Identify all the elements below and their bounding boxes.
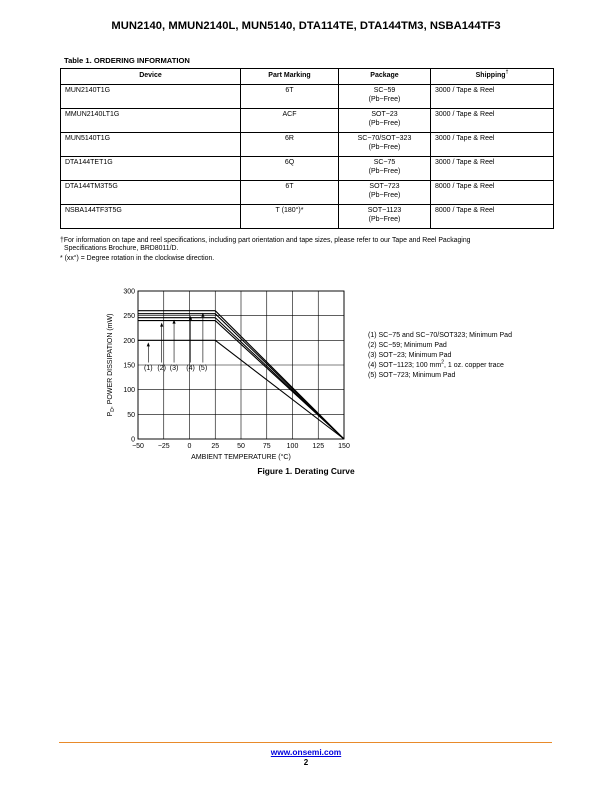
table-row bbox=[61, 157, 554, 181]
curve-label: (1) bbox=[144, 364, 153, 372]
header-shipping bbox=[431, 69, 554, 85]
device-cell: DTA144TM3T5G bbox=[61, 181, 241, 205]
device-cell: MUN2140T1G bbox=[61, 85, 241, 109]
package-name: SOT−723 bbox=[369, 183, 400, 190]
x-tick-label: −25 bbox=[157, 443, 170, 450]
marking-cell: T (180°)* bbox=[241, 205, 339, 229]
y-axis-label bbox=[107, 314, 116, 417]
table-title: Table 1. ORDERING INFORMATION bbox=[64, 56, 190, 65]
package-cell bbox=[339, 205, 431, 229]
tape-reel-footnote-line1: †For information on tape and reel specifications, including part orientation and tape sizes, please refer to our Tape and Reel Packaging bbox=[60, 237, 471, 244]
shipping-cell: 3000 / Tape & Reel bbox=[431, 109, 554, 133]
curve-label: (3) bbox=[169, 364, 179, 372]
package-name: SC−70/SOT−323 bbox=[357, 135, 412, 142]
tape-reel-footnote bbox=[60, 237, 555, 254]
shipping-cell: 3000 / Tape & Reel bbox=[431, 133, 554, 157]
curve-label: (2) bbox=[157, 364, 166, 372]
package-pbfree: (Pb−Free) bbox=[368, 96, 401, 103]
package-pbfree: (Pb−Free) bbox=[368, 168, 401, 175]
x-axis-label: AMBIENT TEMPERATURE (°C) bbox=[191, 454, 291, 461]
page-number: 2 bbox=[303, 758, 309, 767]
x-tick-label: 0 bbox=[187, 443, 192, 450]
y-tick-label: 150 bbox=[123, 362, 135, 370]
marking-cell: 6R bbox=[241, 133, 339, 157]
curve-label: (4) bbox=[186, 364, 195, 372]
document-title: MUN2140, MMUN2140L, MUN5140, DTA114TE, DTA144TM3, NSBA144TF3 bbox=[111, 20, 501, 32]
package-name: SOT−23 bbox=[371, 111, 398, 118]
table-row bbox=[61, 85, 554, 109]
header-package: Package bbox=[339, 69, 431, 85]
package-cell bbox=[339, 109, 431, 133]
shipping-cell: 8000 / Tape & Reel bbox=[431, 181, 554, 205]
figure-caption: Figure 1. Derating Curve bbox=[257, 466, 355, 476]
derating-curve-chart bbox=[100, 284, 370, 464]
legend-item: (3) SOT−23; Minimum Pad bbox=[368, 352, 452, 359]
package-cell bbox=[339, 181, 431, 205]
table-row bbox=[61, 205, 554, 229]
package-pbfree: (Pb−Free) bbox=[368, 144, 401, 151]
package-cell bbox=[339, 133, 431, 157]
curve-label-arrow bbox=[147, 342, 150, 346]
y-tick-label: 0 bbox=[131, 436, 135, 444]
legend-item-4-suffix: , 1 oz. copper trace bbox=[444, 362, 504, 369]
shipping-footnote-mark: † bbox=[505, 69, 509, 76]
package-pbfree: (Pb−Free) bbox=[368, 192, 401, 199]
chart-annotations bbox=[144, 313, 207, 372]
table-header-row bbox=[61, 69, 554, 85]
header-device: Device bbox=[61, 69, 241, 85]
legend-item: (1) SC−75 and SC−70/SOT323; Minimum Pad bbox=[368, 332, 512, 339]
package-pbfree: (Pb−Free) bbox=[368, 120, 401, 127]
marking-cell: 6Q bbox=[241, 157, 339, 181]
device-cell: DTA144TET1G bbox=[61, 157, 241, 181]
footer-divider bbox=[59, 742, 552, 743]
y-tick-label: 250 bbox=[123, 313, 135, 321]
shipping-cell: 8000 / Tape & Reel bbox=[431, 205, 554, 229]
table-row bbox=[61, 109, 554, 133]
y-tick-label: 50 bbox=[127, 411, 135, 419]
x-tick-label: −50 bbox=[132, 443, 144, 450]
device-cell: MUN5140T1G bbox=[61, 133, 241, 157]
package-cell bbox=[339, 85, 431, 109]
x-tick-label: 100 bbox=[286, 443, 299, 450]
legend-item-4-sup: 2 bbox=[441, 359, 444, 366]
legend-item: (5) SOT−723; Minimum Pad bbox=[368, 372, 456, 379]
y-axis-label-suffix: , POWER DISSIPATION (mW) bbox=[107, 313, 114, 409]
rotation-footnote: * (xx°) = Degree rotation in the clockwise direction. bbox=[60, 255, 215, 262]
device-cell: MMUN2140LT1G bbox=[61, 109, 241, 133]
chart-legend bbox=[368, 331, 512, 381]
marking-cell: 6T bbox=[241, 85, 339, 109]
marking-cell: 6T bbox=[241, 181, 339, 205]
y-axis-label-prefix: P bbox=[107, 411, 114, 417]
x-tick-label: 150 bbox=[338, 443, 350, 450]
package-name: SC−59 bbox=[373, 87, 396, 94]
shipping-cell: 3000 / Tape & Reel bbox=[431, 157, 554, 181]
package-name: SC−75 bbox=[373, 159, 396, 166]
device-cell: NSBA144TF3T5G bbox=[61, 205, 241, 229]
marking-cell: ACF bbox=[241, 109, 339, 133]
x-tick-label: 75 bbox=[262, 443, 271, 450]
header-part-marking: Part Marking bbox=[241, 69, 339, 85]
x-tick-label: 25 bbox=[211, 443, 220, 450]
tape-reel-footnote-line2: Specifications Brochure, BRD8011/D. bbox=[64, 245, 179, 253]
y-axis-label-sub: D bbox=[109, 408, 116, 412]
y-tick-label: 300 bbox=[123, 288, 135, 296]
legend-item-4-text: (4) SOT−1123; 100 mm bbox=[368, 362, 442, 369]
package-pbfree: (Pb−Free) bbox=[368, 216, 401, 223]
ordering-information-table bbox=[60, 68, 554, 229]
y-tick-label: 200 bbox=[123, 337, 135, 345]
header-shipping-label: Shipping bbox=[475, 72, 506, 79]
footer-website-link[interactable]: www.onsemi.com bbox=[270, 747, 342, 757]
legend-item bbox=[368, 361, 512, 371]
x-tick-label: 125 bbox=[312, 443, 325, 450]
package-cell bbox=[339, 157, 431, 181]
curve-label: (5) bbox=[198, 364, 208, 372]
x-tick-label: 50 bbox=[237, 443, 245, 450]
curve-label-arrow bbox=[160, 323, 163, 327]
table-row bbox=[61, 133, 554, 157]
shipping-cell: 3000 / Tape & Reel bbox=[431, 85, 554, 109]
y-tick-label: 100 bbox=[123, 387, 135, 395]
table-row bbox=[61, 181, 554, 205]
package-name: SOT−1123 bbox=[367, 207, 402, 214]
legend-item: (2) SC−59; Minimum Pad bbox=[368, 342, 447, 349]
